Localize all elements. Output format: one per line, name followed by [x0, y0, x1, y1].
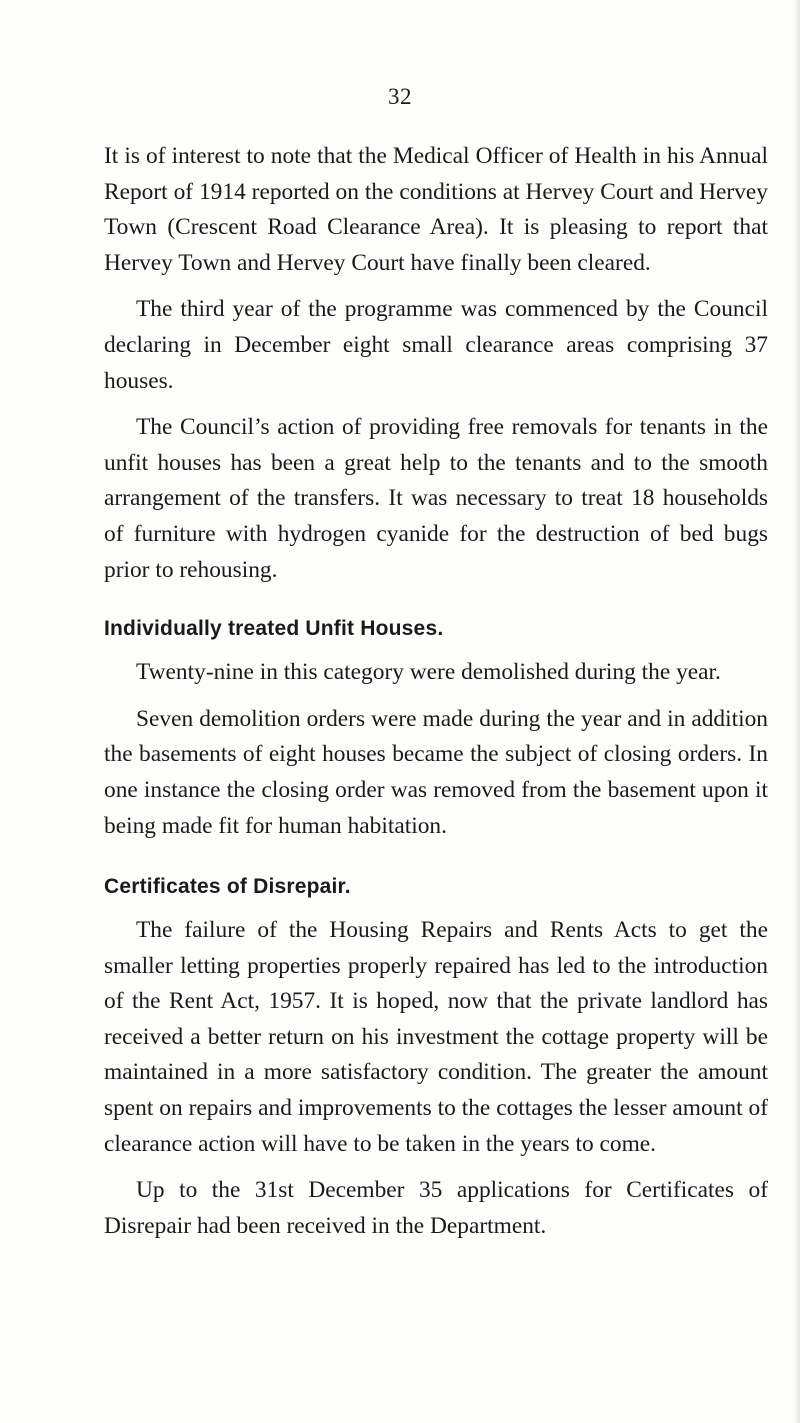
paragraph-free-removals: The Council’s action of providing free removals for tenants in the unfit houses has been a great help to the tenants and to the smooth arrangement of the transfers. It was necessary to treat 18 households of furniture with hydrogen cyanide for the destruction of bed bugs prior to rehousing.	[104, 414, 768, 583]
paragraph-applications: Up to the 31st December 35 applications for Certificates of Disrepair had been received in the Department.	[104, 1177, 768, 1239]
paragraph-rent-act: The failure of the Housing Repairs and Rents Acts to get the smaller letting properties properly repaired has led to the introduction of the Rent Act, 1957. It is hoped, now that the private landlord has received a better return on his investment the cottage property will be maintained in a more satisfactory condition. The greater the amount spent on repairs and improvements to the cottages the lesser amount of clearance action will have to be taken in the years to come.	[104, 917, 768, 1157]
page-body	[104, 139, 768, 1244]
paragraph-demolition-orders: Seven demolition orders were made during the year and in addition the basements of eight houses became the subject of closing orders. In one instance the closing order was removed from the basement upon it being made fit for human habitation.	[104, 705, 768, 839]
page-edge-shadow	[794, 0, 800, 1423]
paragraph-third-year-programme: The third year of the programme was commenced by the Council declaring in December eight small clearance areas comprising 37 houses.	[104, 296, 768, 394]
paragraph-hervey-court: It is of interest to note that the Medical Officer of Health in his Annual Report of 1914 reported on the conditions at Hervey Court and Hervey Town (Crescent Road Clearance Area). It is pleasing to report that Hervey Town and Hervey Court have finally been cleared.	[104, 143, 768, 276]
heading-unfit-houses: Individually treated Unfit Houses.	[104, 617, 444, 641]
page-number: 32	[388, 84, 412, 109]
paragraph-demolished: Twenty-nine in this category were demolished during the year.	[136, 659, 721, 686]
heading-certificates-disrepair: Certificates of Disrepair.	[104, 875, 351, 899]
